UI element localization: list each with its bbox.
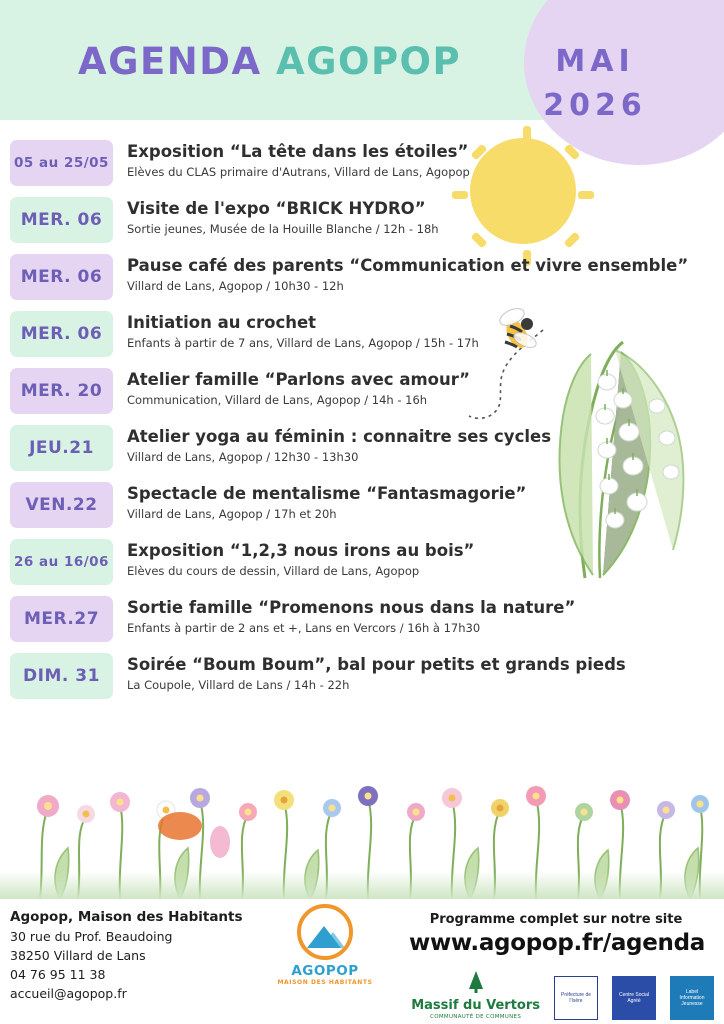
event-date-chip: MER.27 [10, 596, 113, 642]
list-item [10, 311, 710, 368]
event-date-chip: 26 au 16/06 [10, 539, 113, 585]
event-title: Spectacle de mentalisme “Fantasmagorie” [127, 484, 527, 503]
site-url[interactable]: www.agopop.fr/agenda [409, 930, 705, 956]
event-text [113, 197, 439, 236]
event-subtitle: Communication, Villard de Lans, Agopop / 14h - 16h [127, 393, 428, 407]
event-subtitle: Villard de Lans, Agopop / 17h et 20h [127, 507, 337, 521]
event-subtitle: La Coupole, Villard de Lans / 14h - 22h [127, 678, 350, 692]
event-date-chip: 05 au 25/05 [10, 140, 113, 186]
tree-icon [463, 969, 489, 995]
partner-logo-info-jeunesse: Label Information Jeunesse [670, 976, 714, 1020]
event-title: Sortie famille “Promenons nous dans la nature” [127, 598, 576, 617]
list-item [10, 254, 710, 311]
event-title: Exposition “La tête dans les étoiles” [127, 142, 469, 161]
event-text [113, 311, 479, 350]
partner-logos [411, 969, 714, 1020]
flower-band-illustration [0, 764, 724, 899]
event-date-chip: MER. 06 [10, 254, 113, 300]
agopop-logo-mark [297, 904, 353, 960]
list-item [10, 596, 710, 653]
event-list [10, 140, 710, 710]
page-title [78, 40, 461, 83]
event-date-chip: MER. 06 [10, 311, 113, 357]
event-title: Atelier famille “Parlons avec amour” [127, 370, 471, 389]
event-text [113, 653, 626, 692]
event-subtitle: Elèves du cours de dessin, Villard de Lans, Agopop [127, 564, 420, 578]
event-date-chip: VEN.22 [10, 482, 113, 528]
event-text [113, 596, 575, 635]
event-text [113, 254, 688, 293]
event-title: Soirée “Boum Boum”, bal pour petits et grands pieds [127, 655, 626, 674]
event-text [113, 539, 474, 578]
event-title: Pause café des parents “Communication et vivre ensemble” [127, 256, 689, 275]
title-agopop-word: AGOPOP [275, 40, 462, 83]
event-subtitle: Sortie jeunes, Musée de la Houille Blanche / 12h - 18h [127, 222, 439, 236]
list-item [10, 197, 710, 254]
list-item [10, 140, 710, 197]
org-name: Agopop, Maison des Habitants [10, 909, 243, 925]
event-date-chip: DIM. 31 [10, 653, 113, 699]
month-label: MAI [555, 44, 635, 79]
year-label: 2026 [543, 88, 647, 123]
event-title: Visite de l'expo “BRICK HYDRO” [127, 199, 426, 218]
event-title: Initiation au crochet [127, 313, 317, 332]
event-subtitle: Enfants à partir de 2 ans et +, Lans en Vercors / 16h à 17h30 [127, 621, 481, 635]
event-text [113, 140, 470, 179]
footer [0, 902, 724, 1024]
event-text [113, 425, 551, 464]
address-line-1: 30 rue du Prof. Beaudoing [10, 929, 173, 944]
list-item [10, 482, 710, 539]
title-agenda-word: AGENDA [78, 40, 276, 83]
email-address[interactable]: accueil@agopop.fr [10, 986, 127, 1001]
list-item [10, 653, 710, 710]
event-date-chip: JEU.21 [10, 425, 113, 471]
partner-logo-prefecture: Préfecture de l'Isère [554, 976, 598, 1020]
partner-logo-vercors [411, 969, 540, 1020]
event-subtitle: Elèves du CLAS primaire d'Autrans, Villard de Lans, Agopop [127, 165, 470, 179]
grass-base [0, 871, 724, 899]
agopop-logo-name: AGOPOP [291, 963, 359, 979]
event-title: Atelier yoga au féminin : connaitre ses cycles [127, 427, 552, 446]
partner-logo-centre-social: Centre Social Agréé [612, 976, 656, 1020]
contact-block [10, 908, 243, 1003]
event-subtitle: Villard de Lans, Agopop / 10h30 - 12h [127, 279, 344, 293]
event-text [113, 368, 470, 407]
address-line-2: 38250 Villard de Lans [10, 948, 146, 963]
agopop-logo [270, 904, 380, 986]
event-date-chip: MER. 06 [10, 197, 113, 243]
month-year [500, 40, 690, 128]
mountain-icon [307, 926, 341, 948]
list-item [10, 425, 710, 482]
event-subtitle: Villard de Lans, Agopop / 12h30 - 13h30 [127, 450, 359, 464]
site-note: Programme complet sur notre site [429, 912, 683, 927]
phone-number[interactable]: 04 76 95 11 38 [10, 967, 106, 982]
agopop-logo-subtitle: MAISON DES HABITANTS [277, 979, 373, 986]
event-subtitle: Enfants à partir de 7 ans, Villard de Lans, Agopop / 15h - 17h [127, 336, 479, 350]
list-item [10, 539, 710, 596]
event-title: Exposition “1,2,3 nous irons au bois” [127, 541, 475, 560]
partner-subtitle: COMMUNAUTÉ DE COMMUNES [430, 1014, 522, 1020]
event-text [113, 482, 526, 521]
list-item [10, 368, 710, 425]
event-date-chip: MER. 20 [10, 368, 113, 414]
partner-name: Massif du Vertors [411, 998, 540, 1013]
